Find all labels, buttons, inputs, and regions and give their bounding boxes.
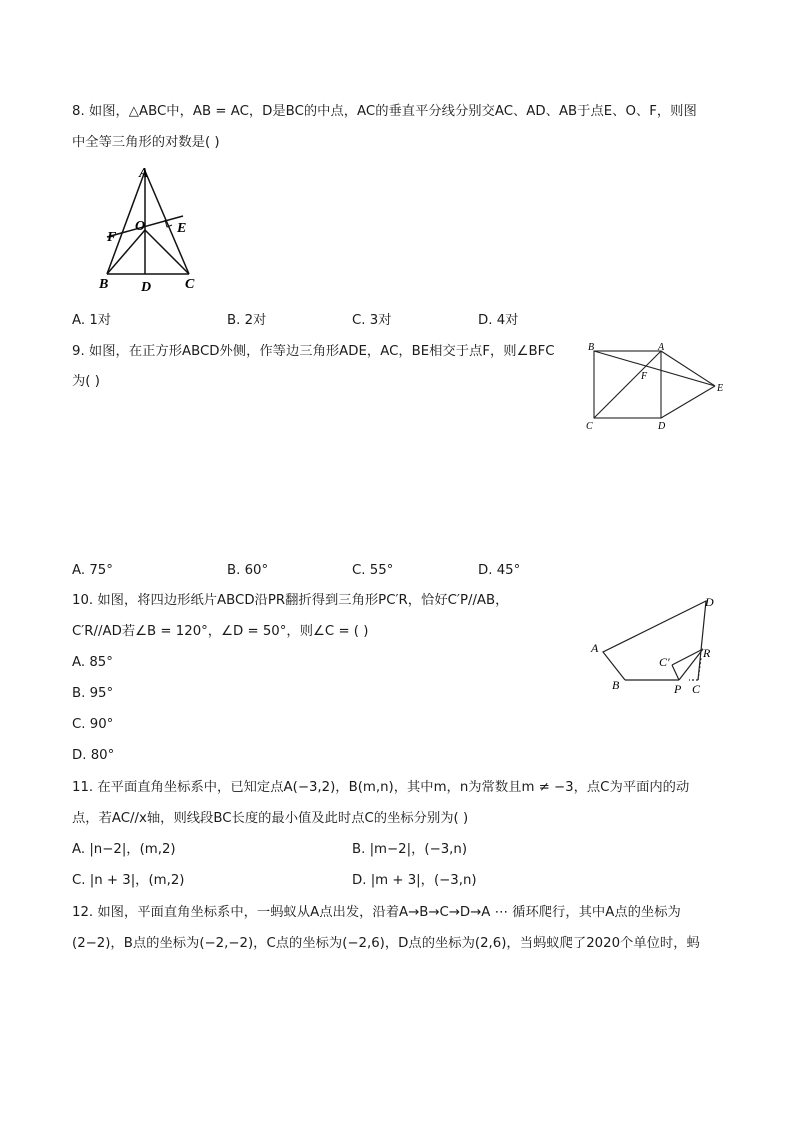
q9-option-a: A. 75° xyxy=(72,563,113,578)
q11-option-d: D. |m + 3|，(−3,n) xyxy=(352,873,477,888)
q8-option-d: D. 4对 xyxy=(478,313,519,328)
q8-option-b: B. 2对 xyxy=(227,313,267,328)
q10-label-P: P xyxy=(674,682,682,696)
q9-option-c: C. 55° xyxy=(352,563,394,578)
q12-stem-line1: 12. 如图，平面直角坐标系中，一蚂蚁从A点出发，沿着A→B→C→D→A ⋯ 循环爬行，其中A点的坐标为 xyxy=(72,905,681,920)
q8-label-A: A xyxy=(139,166,149,181)
q10-label-B: B xyxy=(612,678,620,692)
q9-square-figure xyxy=(583,339,728,434)
q9-option-d: D. 45° xyxy=(478,563,521,578)
q9-label-E: E xyxy=(717,383,724,394)
q9-label-F: F xyxy=(641,371,648,382)
q8-option-a: A. 1对 xyxy=(72,313,112,328)
q10-label-D: D xyxy=(705,595,714,609)
q10-stem-line1: 10. 如图，将四边形纸片ABCD沿PR翻折得到三角形PC′R，恰好C′P//AB， xyxy=(72,593,509,608)
q9-label-C: C xyxy=(586,421,593,432)
q8-triangle-figure xyxy=(95,164,205,294)
q10-stem-line2: C′R//AD若∠B = 120°，∠D = 50°，则∠C = ( ) xyxy=(72,624,369,639)
q9-option-b: B. 60° xyxy=(227,563,269,578)
q10-option-b: B. 95° xyxy=(72,686,114,701)
q8-label-O: O xyxy=(135,219,146,234)
q8-label-E: E xyxy=(177,221,187,236)
q8-stem-line2: 中全等三角形的对数是( ) xyxy=(72,135,220,150)
q10-label-C-prime: C′ xyxy=(659,655,670,669)
q10-label-C: C xyxy=(692,682,701,696)
q9-label-D: D xyxy=(658,421,666,432)
q8-label-F: F xyxy=(107,230,117,245)
q10-label-R: R xyxy=(703,646,711,660)
q10-option-c: C. 90° xyxy=(72,717,114,732)
q9-label-A: A xyxy=(658,342,665,353)
q11-option-a: A. |n−2|，(m,2) xyxy=(72,842,176,857)
q8-option-c: C. 3对 xyxy=(352,313,392,328)
q8-stem-line1: 8. 如图，△ABC中，AB = AC，D是BC的中点，AC的垂直平分线分别交AC、AD、AB于点E、O、F，则图 xyxy=(72,104,697,119)
q11-stem-line2: 点，若AC//x轴，则线段BC长度的最小值及此时点C的坐标分别为( ) xyxy=(72,811,469,826)
q9-stem-line2: 为( ) xyxy=(72,374,100,389)
q10-option-a: A. 85° xyxy=(72,655,113,670)
q10-option-d: D. 80° xyxy=(72,748,115,763)
q8-label-C: C xyxy=(185,277,195,292)
q8-label-D: D xyxy=(141,280,152,294)
q10-quadrilateral-figure xyxy=(585,592,725,702)
q9-label-B: B xyxy=(588,342,595,353)
q9-stem-line1: 9. 如图，在正方形ABCD外侧，作等边三角形ADE，AC，BE相交于点F，则∠BFC xyxy=(72,344,555,359)
q10-label-A: A xyxy=(591,641,599,655)
q11-option-b: B. |m−2|，(−3,n) xyxy=(352,842,468,857)
q11-option-c: C. |n + 3|，(m,2) xyxy=(72,873,185,888)
q12-stem-line2: (2−2)，B点的坐标为(−2,−2)，C点的坐标为(−2,6)，D点的坐标为(2,6)，当蚂蚁爬了2020个单位时，蚂 xyxy=(72,936,700,951)
q11-stem-line1: 11. 在平面直角坐标系中，已知定点A(−3,2)，B(m,n)，其中m，n为常数且m ≠ −3，点C为平面内的动 xyxy=(72,780,690,795)
q8-label-B: B xyxy=(99,277,109,292)
